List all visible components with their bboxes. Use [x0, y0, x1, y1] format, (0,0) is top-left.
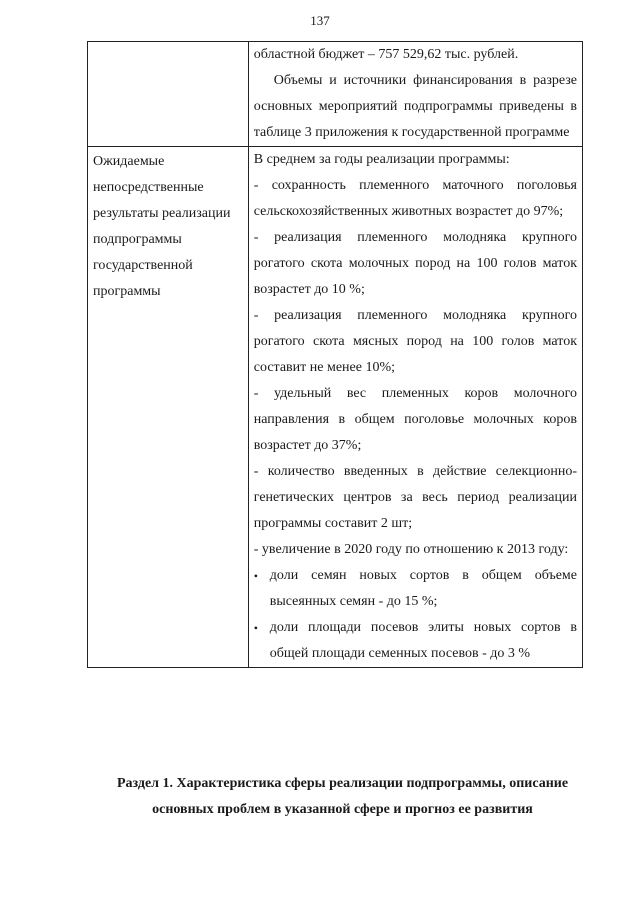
result-item: - сохранность племенного маточного поголовья сельскохозяйственных животных возрастет до 97%;	[253, 178, 577, 219]
bullet-list-item	[254, 615, 577, 667]
result-item: - реализация племенного молодняка крупного рогатого скота мясных пород на 100 голов маток составит не менее 10%;	[253, 308, 577, 375]
program-table	[87, 41, 583, 668]
funding-sources-paragraph: Объемы и источники финансирования в разрезе основных мероприятий подпрограммы приведены в таблице 3 приложения к государственной программе	[253, 73, 577, 140]
table-cell-funding	[248, 42, 582, 147]
result-item: - увеличение в 2020 году по отношению к 2013 году:	[253, 542, 569, 557]
bullet-icon: •	[253, 569, 258, 583]
table-cell-left-empty	[88, 42, 249, 147]
page-number: 137	[310, 13, 330, 28]
section-heading: Раздел 1. Характеристика сферы реализации подпрограммы, описание основных проблем в указанной сфере и прогноз ее развития	[116, 776, 569, 817]
result-item: - количество введенных в действие селекционно-генетических центров за весь период реализации программы составит 2 шт;	[253, 464, 577, 531]
bullet-icon: •	[253, 621, 258, 635]
bullet-text: доли семян новых сортов в общем объеме высеянных семян - до 15 %;	[269, 568, 577, 609]
bullet-list-item	[254, 563, 577, 615]
table-row	[88, 147, 583, 668]
result-item: - удельный вес племенных коров молочного направления в общем поголовье молочных коров возрастет до 37%;	[253, 386, 577, 453]
funding-budget-line: областной бюджет – 757 529,62 тыс. рублей.	[253, 47, 519, 62]
table-cell-results-label	[88, 147, 249, 668]
table-cell-results	[248, 147, 582, 668]
bullet-text: доли площади посевов элиты новых сортов в общей площади семенных посевов - до 3 %	[269, 620, 577, 661]
table-row	[88, 42, 583, 147]
results-intro: В среднем за годы реализации программы:	[253, 152, 510, 167]
result-item: - реализация племенного молодняка крупного рогатого скота молочных пород на 100 голов маток возрастет до 10 %;	[253, 230, 577, 297]
results-label: Ожидаемые непосредственные результаты реализации подпрограммы государственной программы	[93, 154, 231, 299]
